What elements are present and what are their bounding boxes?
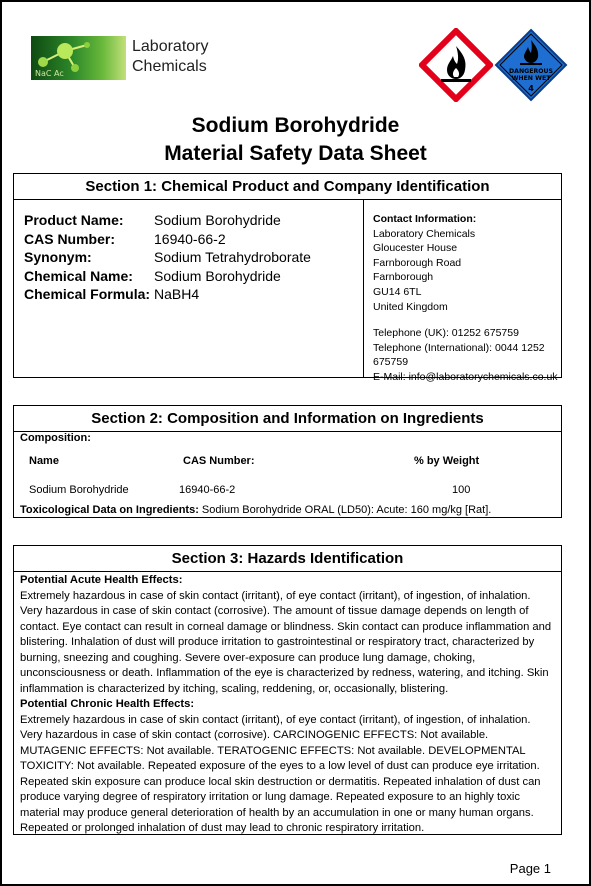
logo-text	[132, 37, 209, 77]
contact-heading: Contact Information:	[373, 213, 477, 225]
column-header-name: Name	[29, 455, 59, 467]
telephone-international: Telephone (International): 0044 1252 675759	[373, 341, 545, 369]
address-line: United Kingdom	[373, 300, 448, 313]
field-value: Sodium Tetrahydroborate	[154, 249, 311, 266]
column-header-cas: CAS Number:	[183, 455, 255, 467]
laboratory-chemicals-logo	[31, 35, 211, 81]
acute-effects-text: Extremely hazardous in case of skin contact (irritant), of eye contact (irritant), of ingestion, of inhalation. Very hazardous in case of skin contact (corrosive). The amount of tissue damage depends on length of contact. Eye contact can result in corneal damage or blindness. Skin contact can produce inflammation and blistering. Inhalation of dust will produce irritation to gastrointestinal or respiratory tract, characterized by burning, sneezing and coughing. Severe over-exposure can produce lung damage, choking, unconsciousness or death. Inflammation of the eye is characterized by redness, watering, and itching. Skin inflammation is characterized by itching, scaling, reddening, or, occasionally, blistering.	[20, 589, 552, 695]
field-row	[24, 212, 311, 231]
product-fields-table	[24, 212, 311, 305]
field-row	[24, 268, 311, 287]
field-label: Chemical Formula:	[24, 286, 151, 303]
chronic-effects-label: Potential Chronic Health Effects:	[20, 698, 195, 710]
field-value: 16940-66-2	[154, 230, 226, 247]
title-line2: Material Safety Data Sheet	[164, 142, 427, 165]
hazard-wet-line1: DANGEROUS	[509, 68, 553, 75]
ingredient-weight: 100	[452, 484, 471, 496]
field-label: Chemical Name:	[24, 267, 133, 284]
document-title	[2, 112, 589, 168]
field-value: NaBH4	[154, 286, 200, 303]
toxicological-data	[20, 504, 491, 516]
email-address: E-Mail: info@laboratorychemicals.co.uk	[373, 370, 558, 383]
field-label: Product Name:	[24, 212, 124, 228]
field-row	[24, 249, 311, 268]
field-row	[24, 286, 311, 305]
composition-label: Composition:	[20, 432, 91, 444]
title-line1: Sodium Borohydride	[191, 114, 400, 137]
section-2	[13, 405, 562, 518]
tox-text: Sodium Borohydride ORAL (LD50): Acute: 160 mg/kg [Rat].	[198, 504, 492, 516]
acute-effects-label: Potential Acute Health Effects:	[20, 574, 183, 586]
section-1	[13, 173, 562, 383]
field-row	[24, 231, 311, 250]
ingredient-cas: 16940-66-2	[179, 484, 236, 496]
chronic-effects-text: Extremely hazardous in case of skin contact (irritant), of eye contact (irritant), of ingestion, of inhalation. Very hazardous in case of skin contact (corrosive). CARCINOGENIC EFFECTS: Not available. MUTAGENIC EFFECTS: Not available. TERATOGENIC EFFECTS: Not available. DEVELOPMENTAL TOXICITY: Not available. Repeated exposure of the eyes to a low level of dust can produce eye irritation. Repeated skin exposure can produce local skin destruction or dermatitis. Repeated inhalation of dust can produce varying degree of respiratory irritation or lung damage. Repeated exposure to an highly toxic material may produce general deterioration of health by an accumulation in one or many human organs. Repeated or prolonged inhalation of dust may lead to chronic respiratory irritation.	[20, 713, 541, 834]
section-3-heading: Section 3: Hazards Identification	[14, 546, 561, 572]
dangerous-when-wet-hazard-icon	[494, 28, 568, 102]
section-2-heading: Section 2: Composition and Information on Ingredients	[14, 406, 561, 432]
flammable-hazard-icon	[419, 28, 493, 102]
logo-line2: Chemicals	[132, 58, 207, 75]
field-value: Sodium Borohydride	[154, 212, 281, 228]
field-label: CAS Number:	[24, 230, 116, 247]
section-1-heading: Section 1: Chemical Product and Company Identification	[14, 174, 561, 200]
product-identification	[14, 200, 364, 378]
field-label: Synonym:	[24, 249, 92, 266]
telephone-uk: Telephone (UK): 01252 675759	[373, 327, 519, 340]
field-value: Sodium Borohydride	[154, 267, 281, 284]
tox-label: Toxicological Data on Ingredients:	[20, 504, 199, 516]
address-line: Gloucester House	[373, 242, 458, 255]
section-3	[13, 545, 562, 835]
logo-line1: Laboratory	[132, 38, 209, 55]
address-line: GU14 6TL	[373, 285, 422, 298]
hazard-wet-line2: WHEN WET	[511, 75, 551, 82]
ingredient-name: Sodium Borohydride	[29, 484, 129, 496]
logo-bg-text: NaC Ac	[35, 69, 64, 78]
hazard-class-number: 4	[528, 84, 534, 93]
page-number: Page 1	[509, 861, 551, 876]
address-line: Farnborough	[373, 271, 434, 284]
contact-information	[373, 212, 561, 385]
molecule-logo-icon	[31, 36, 126, 80]
address-line: Farnborough Road	[373, 256, 462, 269]
column-header-weight: % by Weight	[414, 455, 480, 467]
address-line: Laboratory Chemicals	[373, 227, 476, 240]
